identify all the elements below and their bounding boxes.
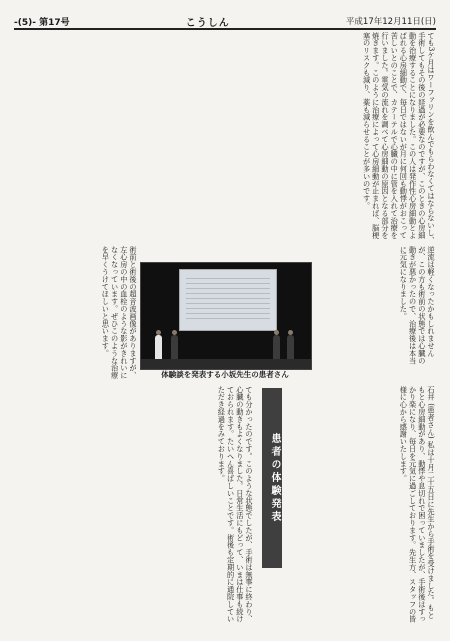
page-issue: -(5)- 第17号: [14, 17, 70, 28]
presenter-figure: [287, 335, 294, 359]
patient-testimony-text: 石井 (患者さん) 私は十月二十五日に先生から手術を受けました。もともと心房細動があり、動悸や息切れで困っていましたが、手術後はすっかり楽になり、毎日を元気に過ごしております。先生方、スタッフの皆様に心から感謝いたします。: [399, 386, 436, 623]
section-title: 患者の体験発表: [262, 388, 282, 568]
page-header: [14, 14, 436, 30]
presenter-figure: [273, 335, 280, 359]
presentation-photo: [140, 262, 312, 370]
projection-screen: [179, 269, 277, 331]
presenter-figure: [155, 335, 162, 359]
article-text-top: ても3ケ月はワーファリンを飲んでもらわなくてはならないし、手術してもその後の経過が必要なのですが、このときの心房細動を治療することになりました。この人は発作性心房細動とよばれる心房細動で、毎日ではないが月に何回も動悸がおこって苦しいとのことで、カテーテルで心臓の中に管を入れて治療を行いました。電気の流れを調べて心房細動の原因となる部分を焼きます。このように治療によって心房細動が止まれば、脳梗塞のリスクも減り、薬も減らせることが多いのです。: [362, 32, 436, 244]
article-text-mid-right: 逆流は軽くなったかもしれませんが、この方も術前の状態では心臓の動きが悪かったので、治療後は本当に元気になりました。: [399, 246, 436, 365]
article-text-mid-left: 術前と術後の超音波画像がありますが、左心房の中の血栓のような影がきれいになくなっています。ぜひこのような治療を早くうけてほしいと思います。: [101, 246, 138, 380]
photo-caption: 体験談を発表する小坂先生の患者さん: [161, 370, 289, 379]
newsletter-title: こうしん: [185, 17, 230, 29]
article-text-bottom: ても分かったのです。このような状態でしたが、手術は無事に終わり、心臓の動きもよくなりました。日常生活にもどって、いまは仕事も続けておられます。たいへん喜ばしいことです。術後も定期的に通院していただき経過をみております。: [217, 386, 254, 623]
issue-date: 平成17年12月11日(日): [345, 17, 436, 27]
presenter-figure: [171, 335, 178, 359]
